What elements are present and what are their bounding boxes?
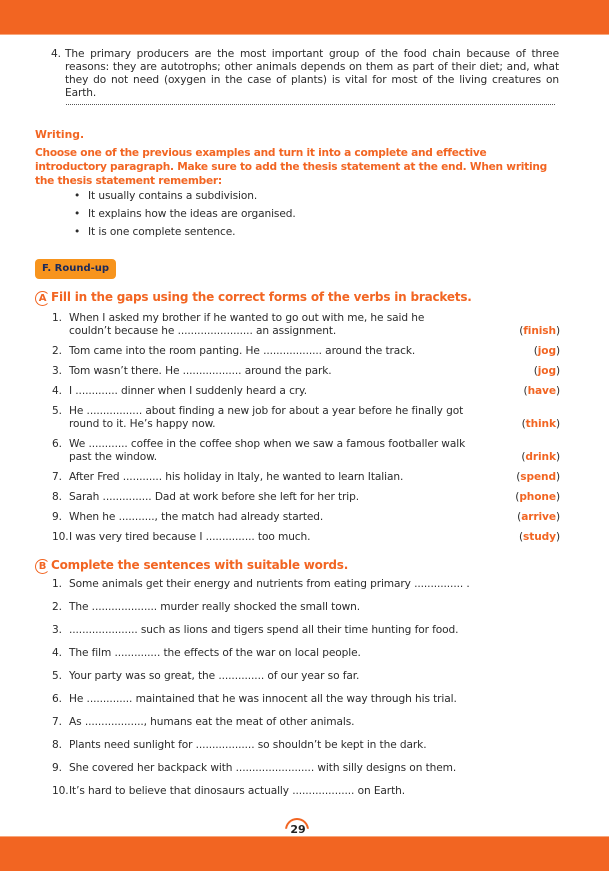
- bullet-icon: •: [74, 190, 81, 202]
- close-paren: ): [555, 365, 560, 377]
- verb-word: finish: [523, 325, 556, 337]
- item-sentence[interactable]: He ................. about finding a new job for about a year before he finally got round to it. He’s happy now.: [69, 405, 464, 430]
- exercise-item: [52, 365, 560, 378]
- writing-heading: Writing.: [35, 128, 85, 141]
- item-sentence[interactable]: ..................... such as lions and tigers spend all their time hunting for food.: [69, 624, 459, 636]
- open-paren: (: [521, 418, 526, 430]
- open-paren: (: [515, 491, 520, 503]
- verb-hint: [516, 471, 560, 484]
- exercise-item: [52, 491, 560, 504]
- close-paren: ): [555, 491, 560, 503]
- exercise-item: [52, 624, 560, 637]
- bullet-text: It is one complete sentence.: [88, 226, 236, 238]
- item-number: 4.: [51, 48, 61, 60]
- verb-word: spend: [520, 471, 556, 483]
- open-paren: (: [519, 531, 524, 543]
- item-sentence[interactable]: She covered her backpack with ........................ with silly designs on them.: [69, 762, 457, 774]
- item-number: 8.: [52, 491, 62, 503]
- exercise-item: [52, 345, 560, 358]
- exercise-item: [52, 312, 560, 338]
- verb-word: have: [527, 385, 556, 397]
- item-number: 9.: [52, 762, 62, 774]
- verb-word: arrive: [521, 511, 556, 523]
- item-number: 4.: [52, 385, 62, 397]
- item-sentence[interactable]: We ............ coffee in the coffee shop when we saw a famous footballer walk past the window.: [69, 438, 466, 463]
- item-number: 5.: [52, 670, 62, 682]
- item-sentence[interactable]: Tom wasn’t there. He .................. around the park.: [69, 365, 332, 377]
- open-paren: (: [523, 385, 528, 397]
- item-sentence[interactable]: When he ..........., the match had already started.: [69, 511, 324, 523]
- exercise-item: [52, 716, 560, 729]
- header-band: [0, 0, 609, 35]
- close-paren: ): [555, 418, 560, 430]
- bullet-icon: •: [74, 226, 81, 238]
- item-number: 3.: [52, 365, 62, 377]
- item-sentence[interactable]: When I asked my brother if he wanted to go out with me, he said he couldn’t because he ....................... an assignment.: [69, 312, 425, 337]
- bullet-text: It usually contains a subdivision.: [88, 190, 258, 202]
- section-a-title: Fill in the gaps using the correct forms of the verbs in brackets.: [51, 290, 472, 304]
- bullet-text: It explains how the ideas are organised.: [88, 208, 296, 220]
- verb-hint: [534, 345, 560, 358]
- item-sentence[interactable]: Some animals get their energy and nutrients from eating primary ............... .: [69, 578, 470, 590]
- item-number: 4.: [52, 647, 62, 659]
- open-paren: (: [516, 471, 521, 483]
- item-sentence[interactable]: Sarah ............... Dad at work before she left for her trip.: [69, 491, 360, 503]
- exercise-item: [52, 511, 560, 524]
- section-b-title: Complete the sentences with suitable words.: [51, 558, 349, 572]
- exercise-item: [52, 739, 560, 752]
- item-number: 8.: [52, 739, 62, 751]
- open-paren: (: [533, 365, 538, 377]
- item-sentence[interactable]: It’s hard to believe that dinosaurs actually ................... on Earth.: [69, 785, 406, 797]
- item-sentence[interactable]: After Fred ............ his holiday in Italy, he wanted to learn Italian.: [69, 471, 404, 483]
- verb-hint: [521, 451, 560, 464]
- verb-hint: [522, 418, 560, 431]
- item-number: 5.: [52, 405, 62, 417]
- verb-hint: [519, 325, 560, 338]
- item-number: 1.: [52, 312, 62, 324]
- section-b-heading: [35, 558, 348, 574]
- writing-instruction: Choose one of the previous examples and turn it into a complete and effective introductory paragraph. Make sure to add the thesis statement at the end. When writing the thesis statement remember:: [35, 147, 547, 187]
- verb-word: study: [523, 531, 556, 543]
- list-item: [74, 208, 296, 226]
- verb-word: jog: [537, 345, 556, 357]
- item-number: 7.: [52, 716, 62, 728]
- exercise-item: [52, 405, 560, 431]
- exercise-item: [52, 578, 560, 591]
- section-a-heading: [35, 290, 472, 306]
- open-paren: (: [519, 325, 524, 337]
- verb-hint: [519, 531, 560, 544]
- verb-word: drink: [525, 451, 556, 463]
- verb-word: jog: [537, 365, 556, 377]
- open-paren: (: [517, 511, 522, 523]
- verb-hint: [515, 491, 560, 504]
- item-number: 9.: [52, 511, 62, 523]
- item-sentence[interactable]: Your party was so great, the .............. of our year so far.: [69, 670, 360, 682]
- close-paren: ): [555, 385, 560, 397]
- item-sentence[interactable]: I was very tired because I ............... too much.: [69, 531, 311, 543]
- close-paren: ): [555, 511, 560, 523]
- section-a-exercise-list: [52, 312, 560, 551]
- question-item-4: [51, 48, 559, 100]
- thesis-tips-list: [74, 190, 296, 244]
- item-number: 10.: [52, 785, 69, 797]
- item-number: 6.: [52, 693, 62, 705]
- exercise-item: [52, 647, 560, 660]
- item-number: 2.: [52, 601, 62, 613]
- exercise-item: [52, 670, 560, 683]
- verb-word: think: [525, 418, 556, 430]
- exercise-item: [52, 785, 560, 798]
- exercise-item: [52, 531, 560, 544]
- item-sentence[interactable]: As .................., humans eat the meat of other animals.: [69, 716, 355, 728]
- roundup-badge: F. Round-up: [35, 259, 116, 279]
- item-sentence[interactable]: Plants need sunlight for .................. so shouldn’t be kept in the dark.: [69, 739, 427, 751]
- verb-hint: [534, 365, 560, 378]
- item-number: 3.: [52, 624, 62, 636]
- close-paren: ): [555, 345, 560, 357]
- item-number: 2.: [52, 345, 62, 357]
- item-sentence[interactable]: I ............. dinner when I suddenly heard a cry.: [69, 385, 307, 397]
- answer-dotted-line[interactable]: [66, 94, 555, 105]
- item-sentence[interactable]: The film .............. the effects of the war on local people.: [69, 647, 361, 659]
- open-paren: (: [533, 345, 538, 357]
- footer-band: [0, 836, 609, 871]
- open-paren: (: [521, 451, 526, 463]
- close-paren: ): [555, 531, 560, 543]
- page-number: 29: [284, 818, 312, 836]
- exercise-item: [52, 385, 560, 398]
- list-item: [74, 190, 296, 208]
- exercise-item: [52, 438, 560, 464]
- bullet-icon: •: [74, 208, 81, 220]
- exercise-item: [52, 762, 560, 775]
- section-b-exercise-list: [52, 578, 560, 808]
- close-paren: ): [555, 451, 560, 463]
- verb-word: phone: [519, 491, 556, 503]
- item-number: 10.: [52, 531, 69, 543]
- item-number: 6.: [52, 438, 62, 450]
- item-text: The primary producers are the most important group of the food chain because of three reasons: they are autotrophs; other animals depends on them as part of their diet; and, what they do not need (oxygen in the case of plants) is vital for most of the living creatures on Earth.: [65, 48, 559, 99]
- item-sentence[interactable]: He .............. maintained that he was innocent all the way through his trial.: [69, 693, 457, 705]
- item-number: 7.: [52, 471, 62, 483]
- close-paren: ): [555, 471, 560, 483]
- section-letter-icon: A: [35, 291, 50, 306]
- list-item: [74, 226, 296, 244]
- verb-hint: [524, 385, 560, 398]
- item-sentence[interactable]: The .................... murder really shocked the small town.: [69, 601, 361, 613]
- close-paren: ): [555, 325, 560, 337]
- item-sentence[interactable]: Tom came into the room panting. He .................. around the track.: [69, 345, 416, 357]
- section-letter-icon: B: [35, 559, 50, 574]
- exercise-item: [52, 601, 560, 614]
- item-number: 1.: [52, 578, 62, 590]
- exercise-item: [52, 693, 560, 706]
- verb-hint: [517, 511, 560, 524]
- exercise-item: [52, 471, 560, 484]
